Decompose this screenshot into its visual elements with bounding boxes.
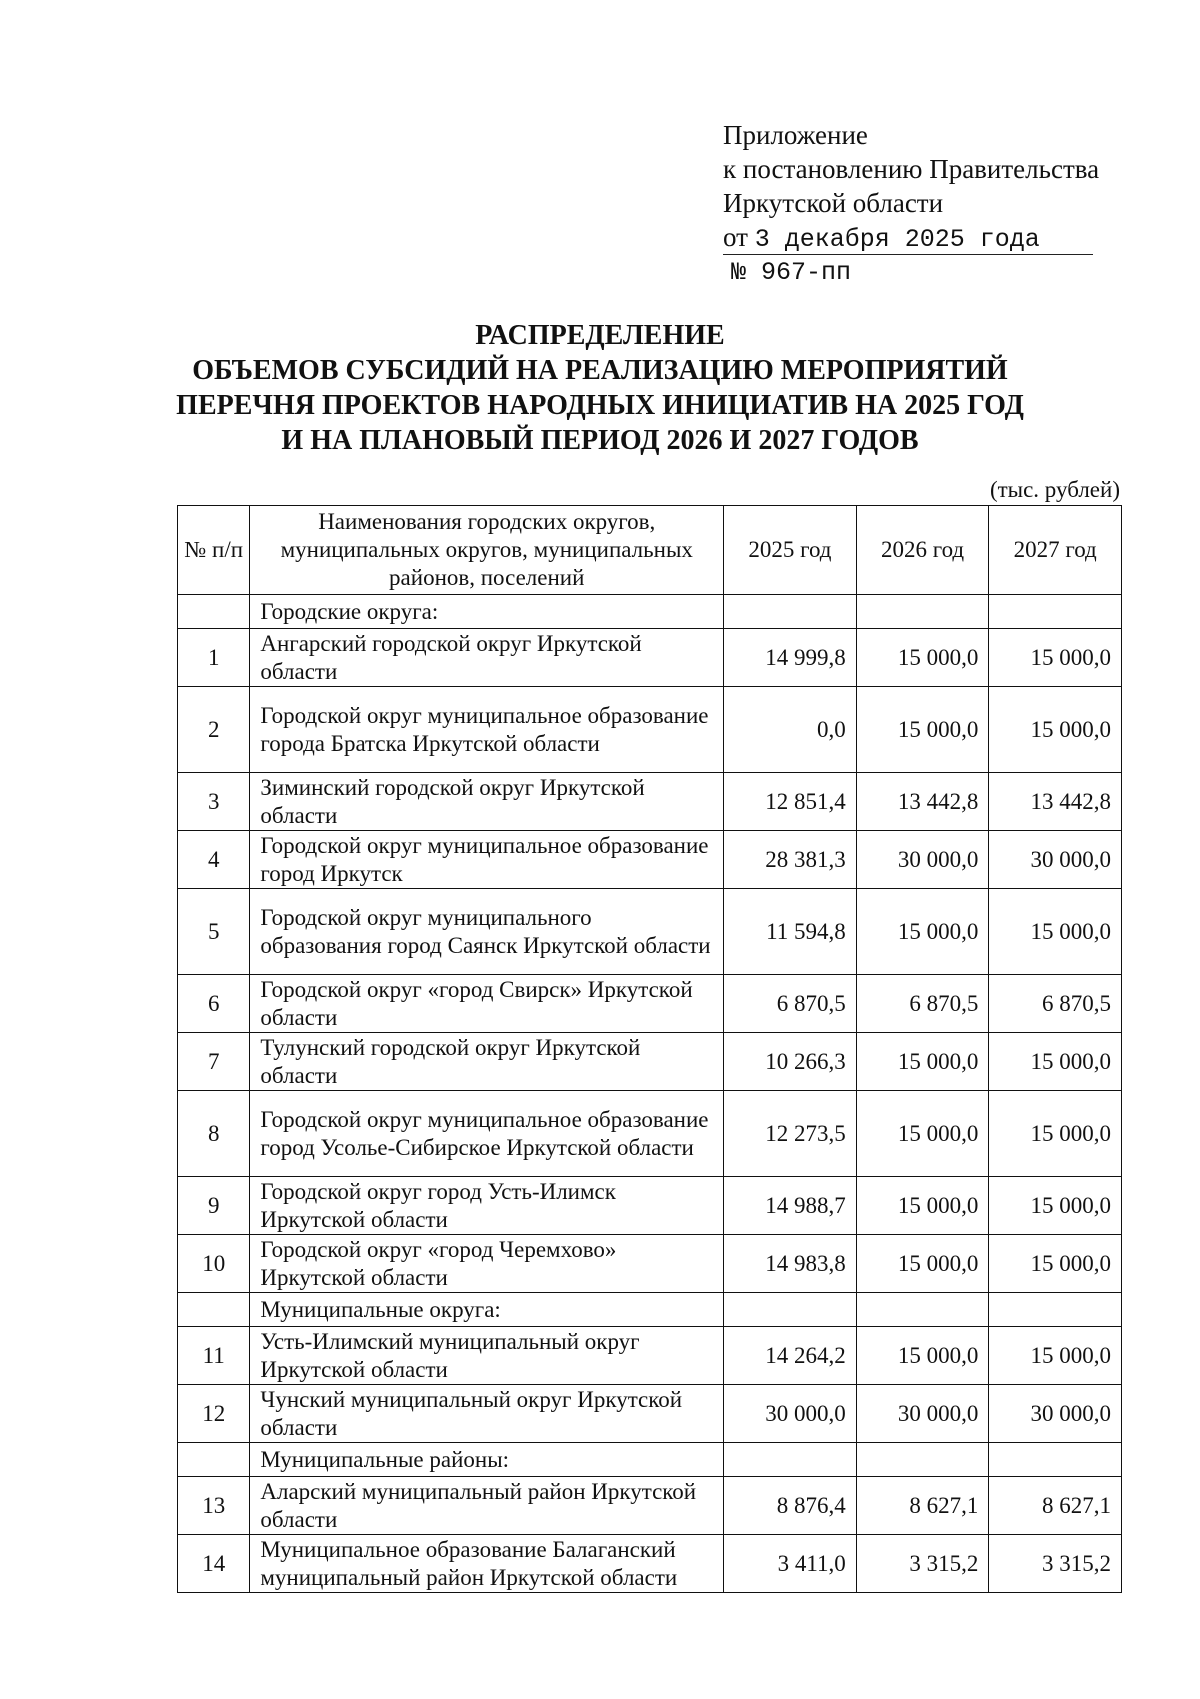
table-row [178,1385,1122,1443]
row-2027: 15 000,0 [989,1177,1122,1235]
row-2026: 15 000,0 [856,629,989,687]
row-2025: 10 266,3 [724,1033,857,1091]
row-2025: 11 594,8 [724,889,857,975]
row-2027: 15 000,0 [989,687,1122,773]
row-2025: 30 000,0 [724,1385,857,1443]
row-name: Городской округ город Усть-Илимск Иркутской области [250,1177,724,1235]
row-2026: 15 000,0 [856,1033,989,1091]
title-line-2: ОБЪЕМОВ СУБСИДИЙ НА РЕАЛИЗАЦИЮ МЕРОПРИЯТИЙ [192,355,1008,386]
table-row [178,629,1122,687]
appendix-date-underline [723,223,1093,255]
appendix-number-row [723,255,1143,288]
row-2026: 30 000,0 [856,831,989,889]
table-row [178,687,1122,773]
row-name: Муниципальное образование Балаганский муниципальный район Иркутской области [250,1535,724,1593]
table-row [178,831,1122,889]
row-num: 7 [178,1033,250,1091]
section-row [178,595,1122,629]
row-num: 6 [178,975,250,1033]
subsidy-table [177,505,1122,1593]
row-num: 3 [178,773,250,831]
row-2026: 8 627,1 [856,1477,989,1535]
row-2025: 0,0 [724,687,857,773]
row-2026: 6 870,5 [856,975,989,1033]
title-line-4: И НА ПЛАНОВЫЙ ПЕРИОД 2026 И 2027 ГОДОВ [281,425,919,456]
table-row [178,975,1122,1033]
row-num: 4 [178,831,250,889]
row-2027: 15 000,0 [989,1033,1122,1091]
row-name: Аларский муниципальный район Иркутской области [250,1477,724,1535]
row-2027: 15 000,0 [989,629,1122,687]
table-row [178,773,1122,831]
row-2025: 14 988,7 [724,1177,857,1235]
table-row [178,1327,1122,1385]
appendix-number: № 967-пп [731,258,852,287]
row-2027: 15 000,0 [989,1091,1122,1177]
appendix-line-1: Приложение [723,120,868,150]
row-2026: 15 000,0 [856,687,989,773]
row-2025: 12 273,5 [724,1091,857,1177]
row-num: 1 [178,629,250,687]
row-2026: 15 000,0 [856,1327,989,1385]
section-label: Муниципальные районы: [250,1443,724,1477]
header-2026: 2026 год [856,506,989,595]
section-label: Городские округа: [250,595,724,629]
row-2027: 3 315,2 [989,1535,1122,1593]
section-row [178,1293,1122,1327]
row-2025: 28 381,3 [724,831,857,889]
table-row [178,889,1122,975]
row-2027: 15 000,0 [989,1235,1122,1293]
row-2027: 15 000,0 [989,889,1122,975]
row-2027: 13 442,8 [989,773,1122,831]
row-num: 12 [178,1385,250,1443]
row-num: 5 [178,889,250,975]
row-name: Чунский муниципальный округ Иркутской области [250,1385,724,1443]
table-row [178,1177,1122,1235]
row-num: 9 [178,1177,250,1235]
row-num: 10 [178,1235,250,1293]
row-2026: 30 000,0 [856,1385,989,1443]
section-row [178,1443,1122,1477]
header-name: Наименования городских округов, муниципальных округов, муниципальных районов, поселений [250,506,724,595]
row-name: Усть-Илимский муниципальный округ Иркутской области [250,1327,724,1385]
table-row [178,1091,1122,1177]
row-name: Тулунский городской округ Иркутской области [250,1033,724,1091]
row-2025: 12 851,4 [724,773,857,831]
appendix-line-2: к постановлению Правительства [723,154,1100,184]
row-2027: 6 870,5 [989,975,1122,1033]
row-name: Городской округ муниципального образования город Саянск Иркутской области [250,889,724,975]
table-row [178,1535,1122,1593]
document-title [0,318,1200,458]
header-2027: 2027 год [989,506,1122,595]
row-2026: 13 442,8 [856,773,989,831]
row-2026: 15 000,0 [856,1235,989,1293]
unit-label: (тыс. рублей) [989,477,1120,502]
section-label: Муниципальные округа: [250,1293,724,1327]
table-row [178,1477,1122,1535]
row-2026: 3 315,2 [856,1535,989,1593]
row-2025: 3 411,0 [724,1535,857,1593]
appendix-date: 3 декабря 2025 года [754,225,1040,254]
row-2025: 14 264,2 [724,1327,857,1385]
header-num: № п/п [178,506,250,595]
table-row [178,1235,1122,1293]
title-line-3: ПЕРЕЧНЯ ПРОЕКТОВ НАРОДНЫХ ИНИЦИАТИВ НА 2025 ГОД [176,390,1024,421]
row-2026: 15 000,0 [856,889,989,975]
row-num: 13 [178,1477,250,1535]
table-row [178,1033,1122,1091]
header-2025: 2025 год [724,506,857,595]
appendix-date-prefix: от [723,222,748,252]
row-name: Городской округ муниципальное образование город Иркутск [250,831,724,889]
appendix-line-3: Иркутской области [723,188,944,218]
appendix-date-row [723,220,1143,255]
row-name: Городской округ «город Черемхово» Иркутской области [250,1235,724,1293]
row-2026: 15 000,0 [856,1177,989,1235]
row-num: 8 [178,1091,250,1177]
row-name: Городской округ муниципальное образование города Братска Иркутской области [250,687,724,773]
table-header-row [178,506,1122,595]
row-num: 11 [178,1327,250,1385]
row-name: Городской округ муниципальное образование город Усолье-Сибирское Иркутской области [250,1091,724,1177]
row-2025: 14 999,8 [724,629,857,687]
row-2027: 30 000,0 [989,1385,1122,1443]
appendix-block [723,118,1143,288]
row-num: 14 [178,1535,250,1593]
row-name: Зиминский городской округ Иркутской области [250,773,724,831]
row-2027: 15 000,0 [989,1327,1122,1385]
title-line-1: РАСПРЕДЕЛЕНИЕ [475,320,725,351]
row-2025: 8 876,4 [724,1477,857,1535]
row-name: Ангарский городской округ Иркутской области [250,629,724,687]
row-name: Городской округ «город Свирск» Иркутской области [250,975,724,1033]
row-2027: 8 627,1 [989,1477,1122,1535]
row-2025: 14 983,8 [724,1235,857,1293]
row-num: 2 [178,687,250,773]
row-2026: 15 000,0 [856,1091,989,1177]
row-2025: 6 870,5 [724,975,857,1033]
row-2027: 30 000,0 [989,831,1122,889]
